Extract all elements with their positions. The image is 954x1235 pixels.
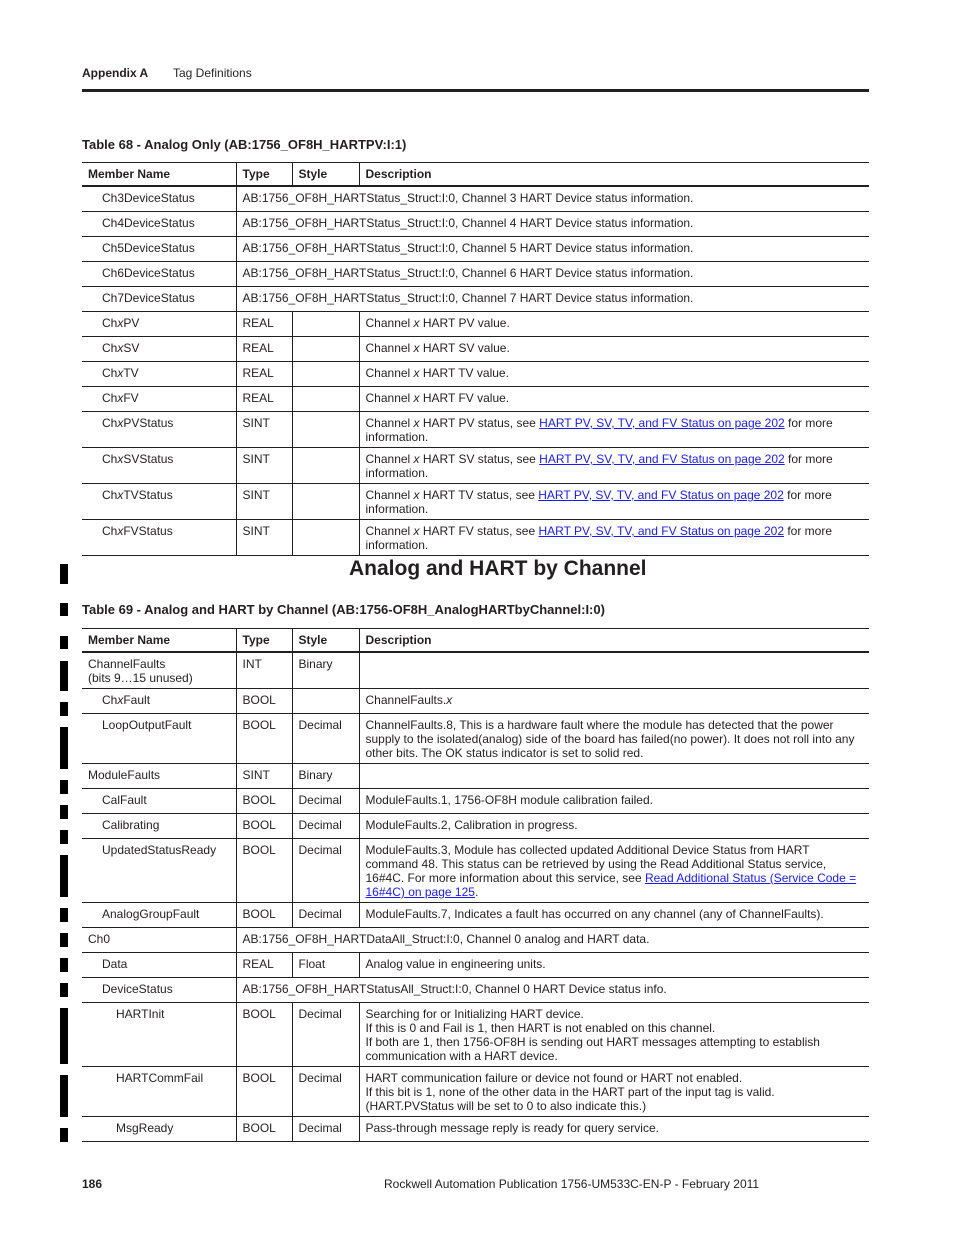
col-description: Description	[359, 629, 869, 653]
style: Decimal	[292, 1067, 359, 1117]
type: SINT	[236, 412, 292, 448]
type: REAL	[236, 312, 292, 337]
description: Analog value in engineering units.	[359, 953, 869, 978]
description: Channel x HART TV status, see HART PV, SV, TV, and FV Status on page 202 for more information.	[359, 484, 869, 520]
style: Decimal	[292, 714, 359, 764]
style: Decimal	[292, 814, 359, 839]
table-row	[82, 186, 869, 212]
description: AB:1756_OF8H_HARTStatus_Struct:I:0, Channel 6 HART Device status information.	[236, 262, 869, 287]
type: BOOL	[236, 1067, 292, 1117]
table-row	[82, 520, 869, 556]
col-style: Style	[292, 629, 359, 653]
description: ModuleFaults.7, Indicates a fault has occurred on any channel (any of ChannelFaults).	[359, 903, 869, 928]
type: SINT	[236, 764, 292, 789]
table-row	[82, 262, 869, 287]
member-name: ChxPVStatus	[102, 416, 174, 430]
change-bar	[60, 830, 68, 844]
change-bar	[60, 603, 68, 616]
description: ModuleFaults.3, Module has collected updated Additional Device Status from HART command 48. This status can be retrieved by using the Read Additional Status service, 16#4C. For more information about this service, see Read Additional Status (Service Code = 16#4C) on page 125.	[359, 839, 869, 903]
status-link[interactable]: HART PV, SV, TV, and FV Status on page 202	[539, 452, 785, 466]
member-name: HARTCommFail	[116, 1071, 204, 1085]
change-bar	[60, 1008, 68, 1064]
style: Decimal	[292, 903, 359, 928]
table-row	[82, 287, 869, 312]
member-name: MsgReady	[116, 1121, 174, 1135]
type: SINT	[236, 520, 292, 556]
status-link[interactable]: HART PV, SV, TV, and FV Status on page 202	[538, 488, 784, 502]
type: INT	[236, 652, 292, 689]
publication-info: Rockwell Automation Publication 1756-UM533C-EN-P - February 2011	[384, 1177, 760, 1191]
type: REAL	[236, 362, 292, 387]
table-row	[82, 237, 869, 262]
type: BOOL	[236, 839, 292, 903]
member-name: ChxFVStatus	[102, 524, 173, 538]
type: BOOL	[236, 1003, 292, 1067]
change-bar	[60, 933, 68, 947]
change-bar	[60, 983, 68, 997]
table-row	[82, 448, 869, 484]
table-header-row	[82, 629, 869, 653]
type: BOOL	[236, 789, 292, 814]
description: Channel x HART FV value.	[359, 387, 869, 412]
table-row	[82, 1067, 869, 1117]
table-row	[82, 1003, 869, 1067]
type: REAL	[236, 953, 292, 978]
status-link[interactable]: HART PV, SV, TV, and FV Status on page 202	[538, 524, 784, 538]
table-row	[82, 652, 869, 689]
member-name: ChxFault	[102, 693, 151, 707]
description: Pass-through message reply is ready for query service.	[359, 1117, 869, 1142]
member-name: HARTInit	[116, 1007, 165, 1021]
col-type: Type	[236, 629, 292, 653]
change-bar	[60, 564, 68, 584]
change-bar	[60, 636, 68, 649]
appendix-label: Appendix A	[82, 66, 149, 80]
type: REAL	[236, 387, 292, 412]
page-number: 186	[82, 1177, 103, 1191]
member-name: Ch6DeviceStatus	[102, 266, 195, 280]
type: SINT	[236, 484, 292, 520]
style	[292, 448, 359, 484]
member-name: ChxSV	[102, 341, 140, 355]
description: AB:1756_OF8H_HARTDataAll_Struct:I:0, Channel 0 analog and HART data.	[236, 928, 869, 953]
section-label: Tag Definitions	[173, 66, 252, 80]
table-69-caption: Table 69 - Analog and HART by Channel (AB:1756-OF8H_AnalogHARTbyChannel:I:0)	[82, 602, 605, 617]
member-name: CalFault	[102, 793, 147, 807]
table-row	[82, 689, 869, 714]
member-name: ChannelFaults (bits 9…15 unused)	[88, 657, 193, 685]
description	[359, 652, 869, 689]
change-bar	[60, 958, 68, 972]
style	[292, 689, 359, 714]
description: HART communication failure or device not found or HART not enabled. If this bit is 1, none of the other data in the HART part of the input tag is valid. (HART.PVStatus will be set to 0 to also indicate this.)	[359, 1067, 869, 1117]
style: Decimal	[292, 839, 359, 903]
col-member-name: Member Name	[88, 633, 171, 647]
style: Float	[292, 953, 359, 978]
member-name: Ch7DeviceStatus	[102, 291, 195, 305]
description: AB:1756_OF8H_HARTStatus_Struct:I:0, Channel 7 HART Device status information.	[236, 287, 869, 312]
table-68-caption: Table 68 - Analog Only (AB:1756_OF8H_HARTPV:I:1)	[82, 137, 407, 152]
description	[359, 764, 869, 789]
table-row	[82, 312, 869, 337]
type: BOOL	[236, 903, 292, 928]
member-name: ChxTVStatus	[102, 488, 173, 502]
style: Decimal	[292, 789, 359, 814]
change-bar	[60, 855, 68, 897]
description: Searching for or Initializing HART device. If this is 0 and Fail is 1, then HART is not enabled on this channel. If both are 1, then 1756-OF8H is sending out HART messages attempting to establish communication with a HART device.	[359, 1003, 869, 1067]
member-name: ChxSVStatus	[102, 452, 174, 466]
description: ModuleFaults.1, 1756-OF8H module calibration failed.	[359, 789, 869, 814]
table-row	[82, 484, 869, 520]
description: Channel x HART SV value.	[359, 337, 869, 362]
description: AB:1756_OF8H_HARTStatus_Struct:I:0, Channel 3 HART Device status information.	[236, 186, 869, 212]
table-row	[82, 212, 869, 237]
section-heading: Analog and HART by Channel	[349, 557, 647, 580]
change-bar	[60, 727, 68, 769]
col-member-name: Member Name	[88, 167, 171, 181]
member-name: Calibrating	[102, 818, 160, 832]
description: AB:1756_OF8H_HARTStatusAll_Struct:I:0, Channel 0 HART Device status info.	[236, 978, 869, 1003]
style: Decimal	[292, 1117, 359, 1142]
style	[292, 337, 359, 362]
table-row	[82, 1117, 869, 1142]
style	[292, 362, 359, 387]
table-row	[82, 362, 869, 387]
table-row	[82, 978, 869, 1003]
member-name: ChxFV	[102, 391, 139, 405]
style	[292, 312, 359, 337]
description: Channel x HART SV status, see HART PV, SV, TV, and FV Status on page 202 for more information.	[359, 448, 869, 484]
style: Binary	[292, 764, 359, 789]
change-bar	[60, 661, 68, 691]
description: ChannelFaults.8, This is a hardware fault where the module has detected that the power supply to the isolated(analog) side of the board has failed(no power). It does not roll into any other bits. The OK status indicator is set to solid red.	[359, 714, 869, 764]
member-name: Ch4DeviceStatus	[102, 216, 195, 230]
description: AB:1756_OF8H_HARTStatus_Struct:I:0, Channel 4 HART Device status information.	[236, 212, 869, 237]
type: BOOL	[236, 814, 292, 839]
type: SINT	[236, 448, 292, 484]
style	[292, 412, 359, 448]
type: BOOL	[236, 689, 292, 714]
member-name: LoopOutputFault	[102, 718, 192, 732]
member-name: AnalogGroupFault	[102, 907, 200, 921]
style	[292, 520, 359, 556]
member-name: UpdatedStatusReady	[102, 843, 217, 857]
table-row	[82, 928, 869, 953]
member-name: DeviceStatus	[102, 982, 173, 996]
member-name: ChxPV	[102, 316, 140, 330]
description: Channel x HART FV status, see HART PV, SV, TV, and FV Status on page 202 for more information.	[359, 520, 869, 556]
read-additional-status-link[interactable]: Read Additional Status (Service Code = 16#4C) on page 125	[365, 871, 857, 899]
status-link[interactable]: HART PV, SV, TV, and FV Status on page 202	[539, 416, 785, 430]
header-rule	[82, 89, 869, 92]
change-bar	[60, 908, 68, 922]
table-row	[82, 412, 869, 448]
table-68	[82, 162, 869, 556]
member-name: Ch3DeviceStatus	[102, 191, 195, 205]
description: ChannelFaults.x	[359, 689, 869, 714]
style: Decimal	[292, 1003, 359, 1067]
table-row	[82, 953, 869, 978]
style	[292, 387, 359, 412]
member-name: Ch5DeviceStatus	[102, 241, 195, 255]
description: Channel x HART PV status, see HART PV, SV, TV, and FV Status on page 202 for more information.	[359, 412, 869, 448]
change-bar	[60, 1075, 68, 1117]
table-row	[82, 814, 869, 839]
description: Channel x HART TV value.	[359, 362, 869, 387]
table-69	[82, 628, 869, 1142]
change-bar	[60, 702, 68, 716]
table-row	[82, 387, 869, 412]
style: Binary	[292, 652, 359, 689]
type: BOOL	[236, 1117, 292, 1142]
table-row	[82, 839, 869, 903]
table-header-row	[82, 163, 869, 187]
table-row	[82, 903, 869, 928]
type: BOOL	[236, 714, 292, 764]
change-bar	[60, 805, 68, 819]
member-name: ChxTV	[102, 366, 139, 380]
description: Channel x HART PV value.	[359, 312, 869, 337]
table-row	[82, 789, 869, 814]
member-name: Data	[102, 957, 128, 971]
type: REAL	[236, 337, 292, 362]
style	[292, 484, 359, 520]
change-bar	[60, 780, 68, 794]
member-name: ModuleFaults	[88, 768, 161, 782]
change-bar	[60, 1128, 68, 1142]
col-type: Type	[236, 163, 292, 187]
table-row	[82, 764, 869, 789]
col-description: Description	[359, 163, 869, 187]
col-style: Style	[292, 163, 359, 187]
description: ModuleFaults.2, Calibration in progress.	[359, 814, 869, 839]
description: AB:1756_OF8H_HARTStatus_Struct:I:0, Channel 5 HART Device status information.	[236, 237, 869, 262]
table-row	[82, 337, 869, 362]
table-row	[82, 714, 869, 764]
member-name: Ch0	[88, 932, 111, 946]
